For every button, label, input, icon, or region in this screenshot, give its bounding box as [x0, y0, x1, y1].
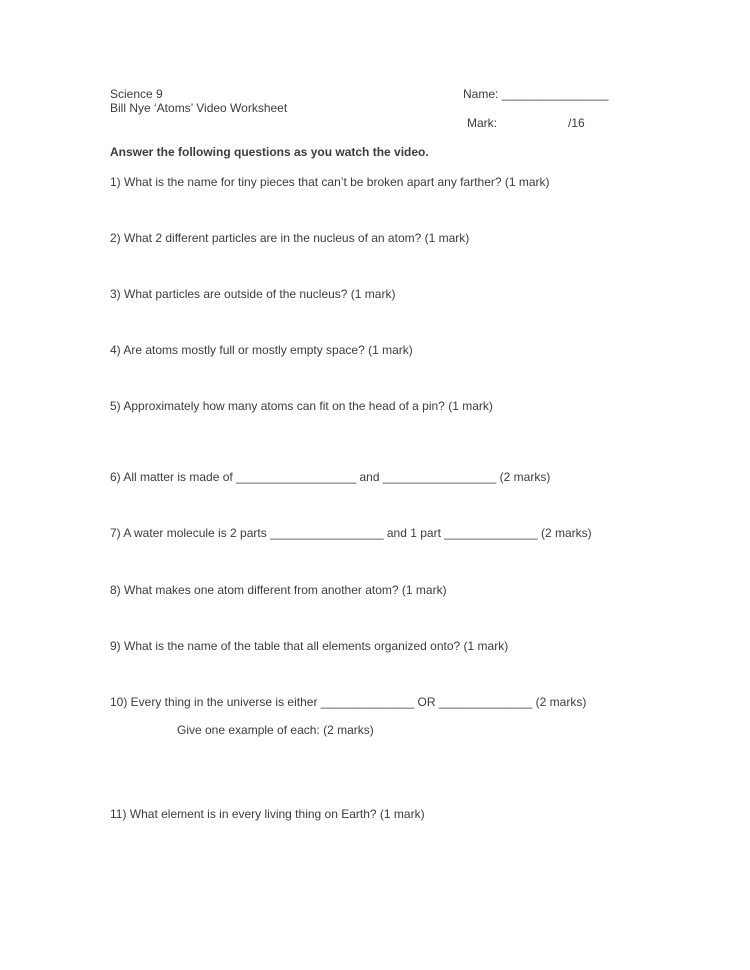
name-label: Name: — [463, 87, 499, 101]
question-10: 10) Every thing in the universe is either ______________ OR ______________ (2 marks) — [110, 695, 587, 709]
name-blank-line: ________________ — [501, 87, 609, 101]
question-6: 6) All matter is made of __________________ and _________________ (2 marks) — [110, 470, 551, 484]
question-1: 1) What is the name for tiny pieces that can’t be broken apart any farther? (1 mark) — [110, 175, 550, 189]
question-3: 3) What particles are outside of the nucleus? (1 mark) — [110, 287, 396, 301]
question-9: 9) What is the name of the table that all elements organized onto? (1 mark) — [110, 639, 509, 653]
question-7: 7) A water molecule is 2 parts _________________ and 1 part ______________ (2 marks) — [110, 526, 592, 540]
question-10-followup: Give one example of each: (2 marks) — [177, 723, 374, 737]
instructions: Answer the following questions as you watch the video. — [110, 145, 429, 159]
mark-label: Mark: — [467, 116, 497, 130]
question-11: 11) What element is in every living thing on Earth? (1 mark) — [110, 807, 425, 821]
question-4: 4) Are atoms mostly full or mostly empty space? (1 mark) — [110, 343, 413, 357]
worksheet-title: Bill Nye ‘Atoms’ Video Worksheet — [110, 101, 288, 115]
name-row — [463, 87, 608, 101]
worksheet-header — [110, 87, 287, 115]
course-label: Science 9 — [110, 87, 163, 101]
question-8: 8) What makes one atom different from another atom? (1 mark) — [110, 583, 447, 597]
question-5: 5) Approximately how many atoms can fit on the head of a pin? (1 mark) — [110, 399, 493, 413]
mark-total: /16 — [568, 116, 585, 130]
question-2: 2) What 2 different particles are in the nucleus of an atom? (1 mark) — [110, 231, 470, 245]
